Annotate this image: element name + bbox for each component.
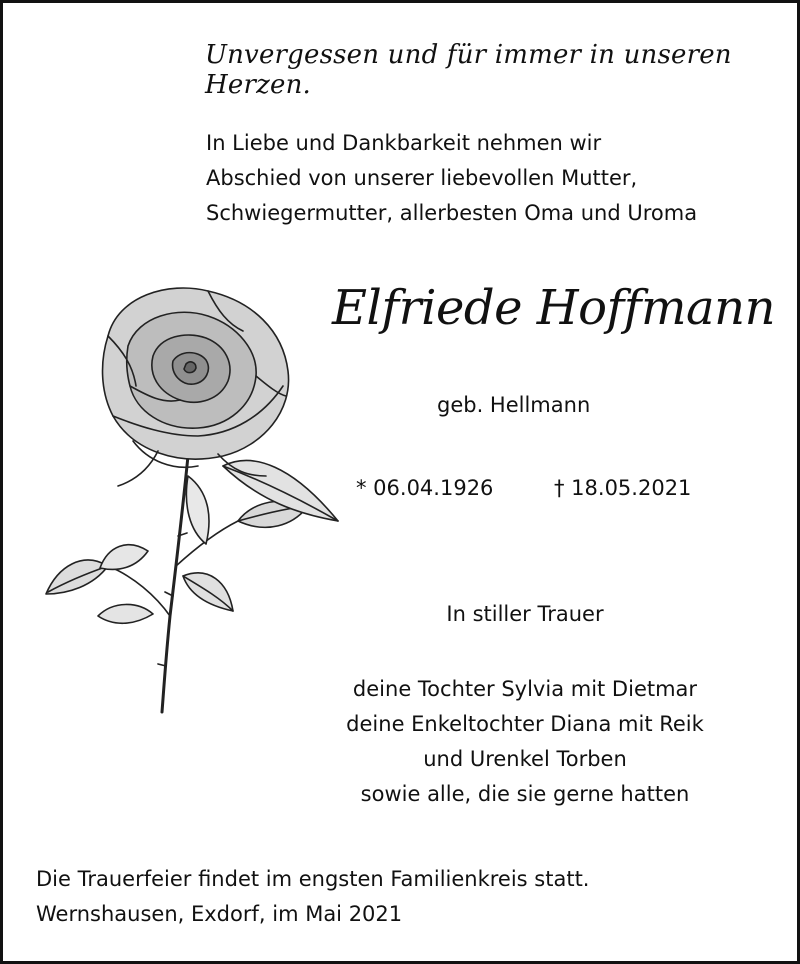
footer-line: Die Trauerfeier findet im engsten Familienkreis statt. <box>36 867 590 891</box>
mourner-line: sowie alle, die sie gerne hatten <box>360 782 690 806</box>
mourning-heading: In stiller Trauer <box>446 602 604 626</box>
motto-text: Unvergessen und für immer in unseren Herzen. <box>205 40 732 100</box>
mourner-line: deine Tochter Sylvia mit Dietmar <box>352 677 698 701</box>
intro-text <box>206 126 697 231</box>
mourner-line: und Urenkel Torben <box>423 747 627 771</box>
deceased-name: Elfriede Hoffmann <box>332 280 775 336</box>
mourners-list <box>330 672 720 812</box>
intro-line: Schwiegermutter, allerbesten Oma und Uroma <box>206 201 698 225</box>
intro-line: In Liebe und Dankbarkeit nehmen wir <box>206 131 602 155</box>
maiden-name: geb. Hellmann <box>437 393 591 417</box>
rose-illustration <box>38 276 348 716</box>
intro-line: Abschied von unserer liebevollen Mutter, <box>206 166 638 190</box>
footer-line: Wernshausen, Exdorf, im Mai 2021 <box>36 902 403 926</box>
birth-date: * 06.04.1926 <box>356 476 494 500</box>
mourner-line: deine Enkeltochter Diana mit Reik <box>346 712 704 736</box>
death-date: † 18.05.2021 <box>554 476 692 500</box>
funeral-notice <box>36 862 590 932</box>
